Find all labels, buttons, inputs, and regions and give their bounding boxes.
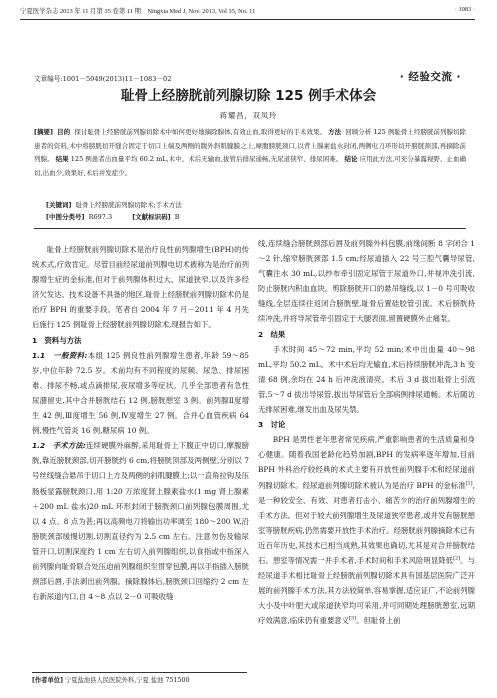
intro-paragraph: 耻骨上经膀胱前列腺切除术是治疗良性前列腺增生(BPH)的传统术式,疗效肯定。尽管目前经尿道前列腺电切术被称为是治疗前列腺增生症的金标准,但对于前列腺体积过大、尿道狭窄,以及许多经济欠发达、技术设备不具备的地区,耻骨上经膀胱前列腺切除术仍是治疗 BPH 的重要手段。笔者自 2004 年 7 月－2011 年 4 月先后施行 125 例耻骨上经膀胱前列腺切除术,现报告如下。: [32, 245, 249, 330]
left-column: [32, 242, 249, 604]
page-number: · 1083 ·: [454, 6, 475, 13]
section-1-2: 1.2 手术方法:连续硬膜外麻醉,采用耻骨上下腹正中切口,摩腹膀胱,靠近膀胱颈部,切开膀胱约 6 cm,将膀胱顶部及两侧壁,分别以 7 号丝线缝合悬吊于切口上方及两侧的斜肌腱膜上;以一直角拉钩及压肠板显露膀胱颈口,用 1:20 万浓度肾上腺素盐水(1 mg 肾上腺素＋200 mL 盐水)20 mL 环形封闭于膀胱颈口前列腺包膜周围,尤以 4 点、8 点为甚;再以高频电刀将输出功率调至 180～200 W,沿膀胱颈部缓慢切割,切割直径约为 2.5 cm 左右。注意勿伤及输尿管开口,切割深度约 1 cm 左右切入前列腺组织,以食指或中指深入前列腺向耻骨联合处压迫前列腺组织至贯穿包膜,再以手指插入膀胱颈部后唇,手法剥出前列腺。摘除腺体后,膀胱颈口回缩约 2 cm 左右新尿道内口,自 4～8 点以 2－0 可吸收缝: [32, 441, 249, 602]
right-column: [258, 236, 475, 628]
authors: 蒋耀昌，双凤玲: [219, 111, 278, 120]
section-1-heading: 1 资料与方法: [32, 335, 82, 345]
citation-3: [3]: [349, 615, 357, 622]
author-affiliation-footnote: [作者单位] 宁夏盐池县人民医院外科,宁夏 盐池 751500: [32, 672, 247, 684]
section-1-1: 1.1 一般资料:本组 125 例良性前列腺增生患者,年龄 59～85 岁,中位年龄 72.5 岁。术前均有不同程度的尿频、尿急、排尿困难、排尿不畅,或点滴排尿,夜尿增多等症状。几乎全部患者有急性尿潴留史,其中合并膀胱结石 12 例,膀胱憩室 3 例。前列腺Ⅱ度增生 42 例,Ⅲ度增生 56 例,Ⅳ度增生 27 例。合并心血管疾病 64 例,慢性气管炎 16 例,糖尿病 10 例。: [32, 350, 249, 436]
header-rule: [20, 19, 475, 20]
article-title: 耻骨上经膀胱前列腺切除 125 例手术体会: [120, 88, 377, 104]
continued-paragraph: 线,连续缝合膀胱颈部后唇及前列腺外科包膜,前缘间断 8 字闭合 1～2 针,缩窄膀胱颈部 1.5 cm;经尿道插入 22 号三腔气囊导尿管,气囊注水 30 mL,以纱布牵引固定尿管于尿道外口,并视冲洗引流,防止膀胱内积血血块。剪除膀胱开口的悬吊缝线,以 1－0 号可吸收缝线,全层连续往返闭合膀胱壁,耻骨后置硅胶管引流。术后膀胱持续冲洗,并将导尿管牵引固定于大腿表面,留置硬膜外止痛泵。: [258, 239, 475, 324]
running-header: [20, 6, 475, 18]
column-tag: · 经验交流 ·: [399, 71, 461, 83]
citation-1: [1]: [465, 480, 473, 487]
abstract-rule: [34, 228, 466, 229]
article-number: 文章编号:1001－5949(2013)11－1083－02: [34, 75, 172, 83]
classification-line: [中图分类号] R697.3 [文献标识码] B: [46, 213, 180, 221]
journal-info: 宁夏医学杂志 2013 年 11 月第 35 卷第 11 期 Ningxia Med J, Nov. 2013, Vol 35, No. 11: [20, 8, 256, 15]
section-3-heading: 3 讨论: [258, 420, 286, 430]
citation-2: [2]: [453, 555, 461, 562]
keywords-line: [关键词] 耻骨上经膀胱前列腺切除术;手术方法: [46, 201, 182, 209]
results-paragraph: 手术时间 45～72 min,平均 52 min;术中出血量 40～98 mL,平均 50.2 mL。术中术后均无输血,术后持续膀胱冲洗,3 h 变清 68 例,余均在 24 h 后冲洗液清亮。术后 3 d 拔出耻骨上引流管,5～7 d 拔出导尿管,拔出导尿管后全部病例排尿通畅。术后随访无排尿困难,继发出血及尿失禁。: [258, 344, 475, 415]
section-2-heading: 2 结果: [258, 329, 286, 339]
discussion-paragraph: BPH 是男性老年患者常见疾病,严重影响患者的生活质量和身心健康。随着我国老龄化趋势加剧,BPH 的发病率逐年增加,目前 BPH 外科治疗较经典的术式主要有开放性前列腺手术和经尿道前列腺切除术。经尿道前列腺切除术被认为是治疗 BPH 的金标准[1],是一种较安全、有效、对患者打击小、痛苦少的治疗前列腺增生的手术方法。但对于较大前列腺增生及尿道狭窄患者,或并发有膀胱憩室等膀胱疾病,仍然需要开放性手术治疗。经膀胱前列腺摘除术已有近百年历史,其技术已相当成熟,其效果也确切,尤其是对合并膀胱结石、憩室等情况需一并手术者,手术时间和手术风险明显降低[2]。与经尿道手术相比耻骨上经膀胱前列腺切除术具有国基层医院广泛开展的前列腺手术方法,其方法较简单,容易掌握,适应证广,不论前列腺大小及中叶肥大或尿道狭窄均可采用,并可同期处理膀胱憩室,远期疗效满意,临床仍有重要意义[3]。但耻骨上前: [258, 435, 475, 626]
abstract-label: [摘要]: [34, 128, 53, 136]
abstract: [摘要] 目的 探讨耻骨上经膀胱前列腺切除术中如何更好地摘除腺体,有效止血,取得更好的手术效果。 方法 回顾分析 125 例耻骨上经膀胱前列腺切除患者的资料,术中将膀胱切开缝合固定于切口上端及两侧的腹外斜肌腱膜之上,摩腹膀胱颈口,以背上腺素盐水封闭,两侧电刀环形切开膀胱颈部,再摘除前列腺。 结果 125 例患者出血量平均 60.2 mL,术中、术后无输血,拔管后排尿通畅,无尿道狭窄、排尿困难。 结论 应用此方法,可充分暴露视野、止血确切,出血少,效果好,术后并发症少。: [34, 128, 467, 177]
